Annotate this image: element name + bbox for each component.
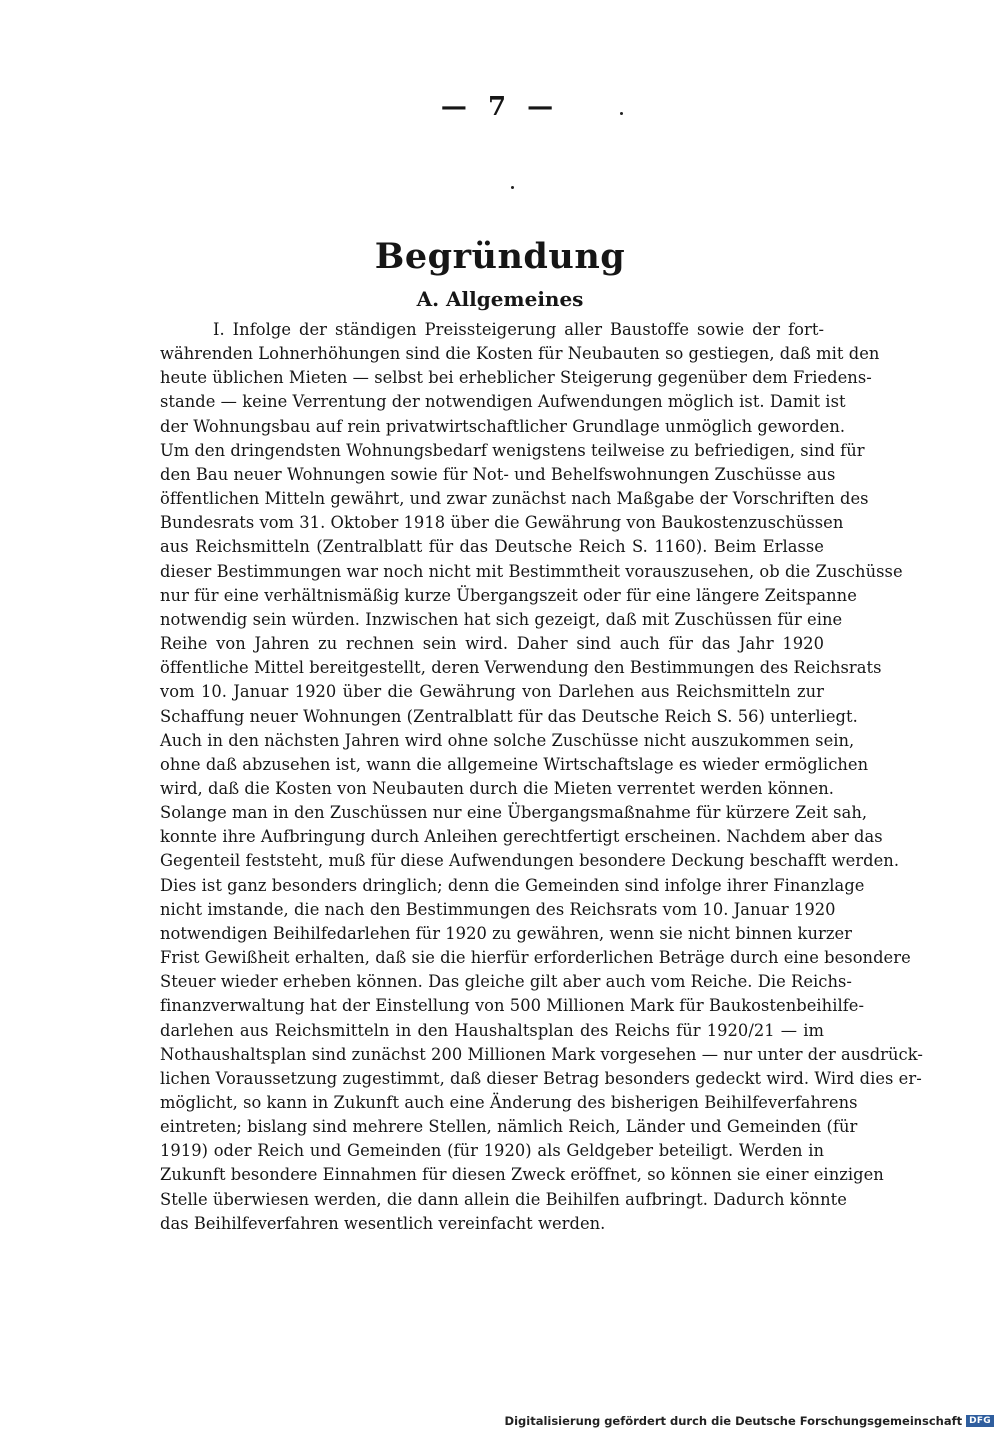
- text-line: lichen Voraussetzung zugestimmt, daß dieser Betrag besonders gedeckt wird. Wird dies er-: [160, 1068, 922, 1088]
- text-line: notwendig sein würden. Inzwischen hat sich gezeigt, daß mit Zuschüssen für eine: [160, 609, 843, 629]
- text-line: aus Reichsmitteln (Zentralblatt für das Deutsche Reich S. 1160). Beim Erlasse: [160, 537, 824, 557]
- text-line: Zukunft besondere Einnahmen für diesen Zweck eröffnet, so können sie einer einzigen: [160, 1165, 884, 1185]
- document-title: Begründung: [374, 236, 626, 277]
- text-line: Frist Gewißheit erhalten, daß sie die hierfür erforderlichen Beträge durch eine besondere: [160, 948, 911, 968]
- text-line: ohne daß abzusehen ist, wann die allgemeine Wirtschaftslage es wieder ermöglichen: [160, 754, 869, 774]
- text-line: Steuer wieder erheben können. Das gleiche gilt aber auch vom Reiche. Die Reichs-: [160, 972, 852, 992]
- text-line: 1919) oder Reich und Gemeinden (für 1920) als Geldgeber beteiligt. Werden in: [160, 1141, 824, 1161]
- text-line: Um den dringendsten Wohnungsbedarf wenigstens teilweise zu befriedigen, sind für: [160, 440, 865, 460]
- text-line: Nothaushaltsplan sind zunächst 200 Millionen Mark vorgesehen — nur unter der ausdrück-: [160, 1044, 923, 1064]
- scan-speck: [511, 186, 514, 189]
- text-line: Schaffung neuer Wohnungen (Zentralblatt für das Deutsche Reich S. 56) unterliegt.: [160, 706, 858, 726]
- page-number: — 7 —: [440, 92, 560, 122]
- text-line: heute üblichen Mieten — selbst bei erheblicher Steigerung gegenüber dem Friedens-: [160, 368, 872, 388]
- text-line: Bundesrats vom 31. Oktober 1918 über die Gewährung von Baukostenzuschüssen: [160, 513, 844, 533]
- text-line: notwendigen Beihilfedarlehen für 1920 zu gewähren, wenn sie nicht binnen kurzer: [160, 923, 852, 943]
- text-line: vom 10. Januar 1920 über die Gewährung von Darlehen aus Reichsmitteln zur: [160, 682, 824, 702]
- text-line: Stelle überwiesen werden, die dann allein die Beihilfen aufbringt. Dadurch könnte: [160, 1189, 847, 1209]
- text-line: nicht imstande, die nach den Bestimmungen des Reichsrats vom 10. Januar 1920: [160, 899, 836, 919]
- body-paragraph: [160, 318, 923, 1236]
- text-line: möglicht, so kann in Zukunft auch eine Änderung des bisherigen Beihilfeverfahrens: [160, 1093, 858, 1112]
- text-line: finanzverwaltung hat der Einstellung von 500 Millionen Mark für Baukostenbeihilfe-: [160, 996, 865, 1016]
- text-line: Dies ist ganz besonders dringlich; denn die Gemeinden sind infolge ihrer Finanzlage: [160, 875, 865, 895]
- text-line: eintreten; bislang sind mehrere Stellen, nämlich Reich, Länder und Gemeinden (für: [160, 1117, 858, 1137]
- text-line: I. Infolge der ständigen Preissteigerung aller Baustoffe sowie der fort-: [213, 320, 824, 339]
- text-line: Solange man in den Zuschüssen nur eine Übergangsmaßnahme für kürzere Zeit sah,: [160, 803, 868, 823]
- section-heading: A. Allgemeines: [416, 287, 584, 311]
- text-line: dieser Bestimmungen war noch nicht mit Bestimmtheit vorauszusehen, ob die Zuschüsse: [160, 561, 903, 581]
- text-line: konnte ihre Aufbringung durch Anleihen gerechtfertigt erscheinen. Nachdem aber das: [160, 827, 883, 847]
- text-line: währenden Lohnerhöhungen sind die Kosten für Neubauten so gestiegen, daß mit den: [160, 344, 880, 364]
- dfg-logo: DFG: [966, 1415, 994, 1427]
- text-line: das Beihilfeverfahren wesentlich vereinfacht werden.: [160, 1213, 606, 1233]
- text-line: stande — keine Verrentung der notwendigen Aufwendungen möglich ist. Damit ist: [160, 392, 846, 412]
- credit-text: Digitalisierung gefördert durch die Deutsche Forschungsgemeinschaft: [504, 1414, 963, 1428]
- text-line: den Bau neuer Wohnungen sowie für Not- und Behelfswohnungen Zuschüsse aus: [160, 464, 836, 484]
- text-line: Gegenteil feststeht, muß für diese Aufwendungen besondere Deckung beschafft werden.: [160, 851, 900, 871]
- digitization-credit: [505, 1413, 994, 1429]
- text-line: öffentlichen Mitteln gewährt, und zwar zunächst nach Maßgabe der Vorschriften des: [160, 489, 869, 509]
- scan-speck: [620, 112, 623, 115]
- text-line: Auch in den nächsten Jahren wird ohne solche Zuschüsse nicht auszukommen sein,: [160, 730, 855, 750]
- text-line: nur für eine verhältnismäßig kurze Übergangszeit oder für eine längere Zeitspanne: [160, 585, 857, 605]
- text-line: wird, daß die Kosten von Neubauten durch die Mieten verrentet werden können.: [160, 778, 835, 798]
- text-line: der Wohnungsbau auf rein privatwirtschaftlicher Grundlage unmöglich geworden.: [160, 416, 846, 436]
- text-line: öffentliche Mittel bereitgestellt, deren Verwendung den Bestimmungen des Reichsrats: [160, 658, 882, 678]
- text-line: Reihe von Jahren zu rechnen sein wird. Daher sind auch für das Jahr 1920: [160, 634, 824, 654]
- text-line: darlehen aus Reichsmitteln in den Haushaltsplan des Reichs für 1920/21 — im: [160, 1020, 824, 1040]
